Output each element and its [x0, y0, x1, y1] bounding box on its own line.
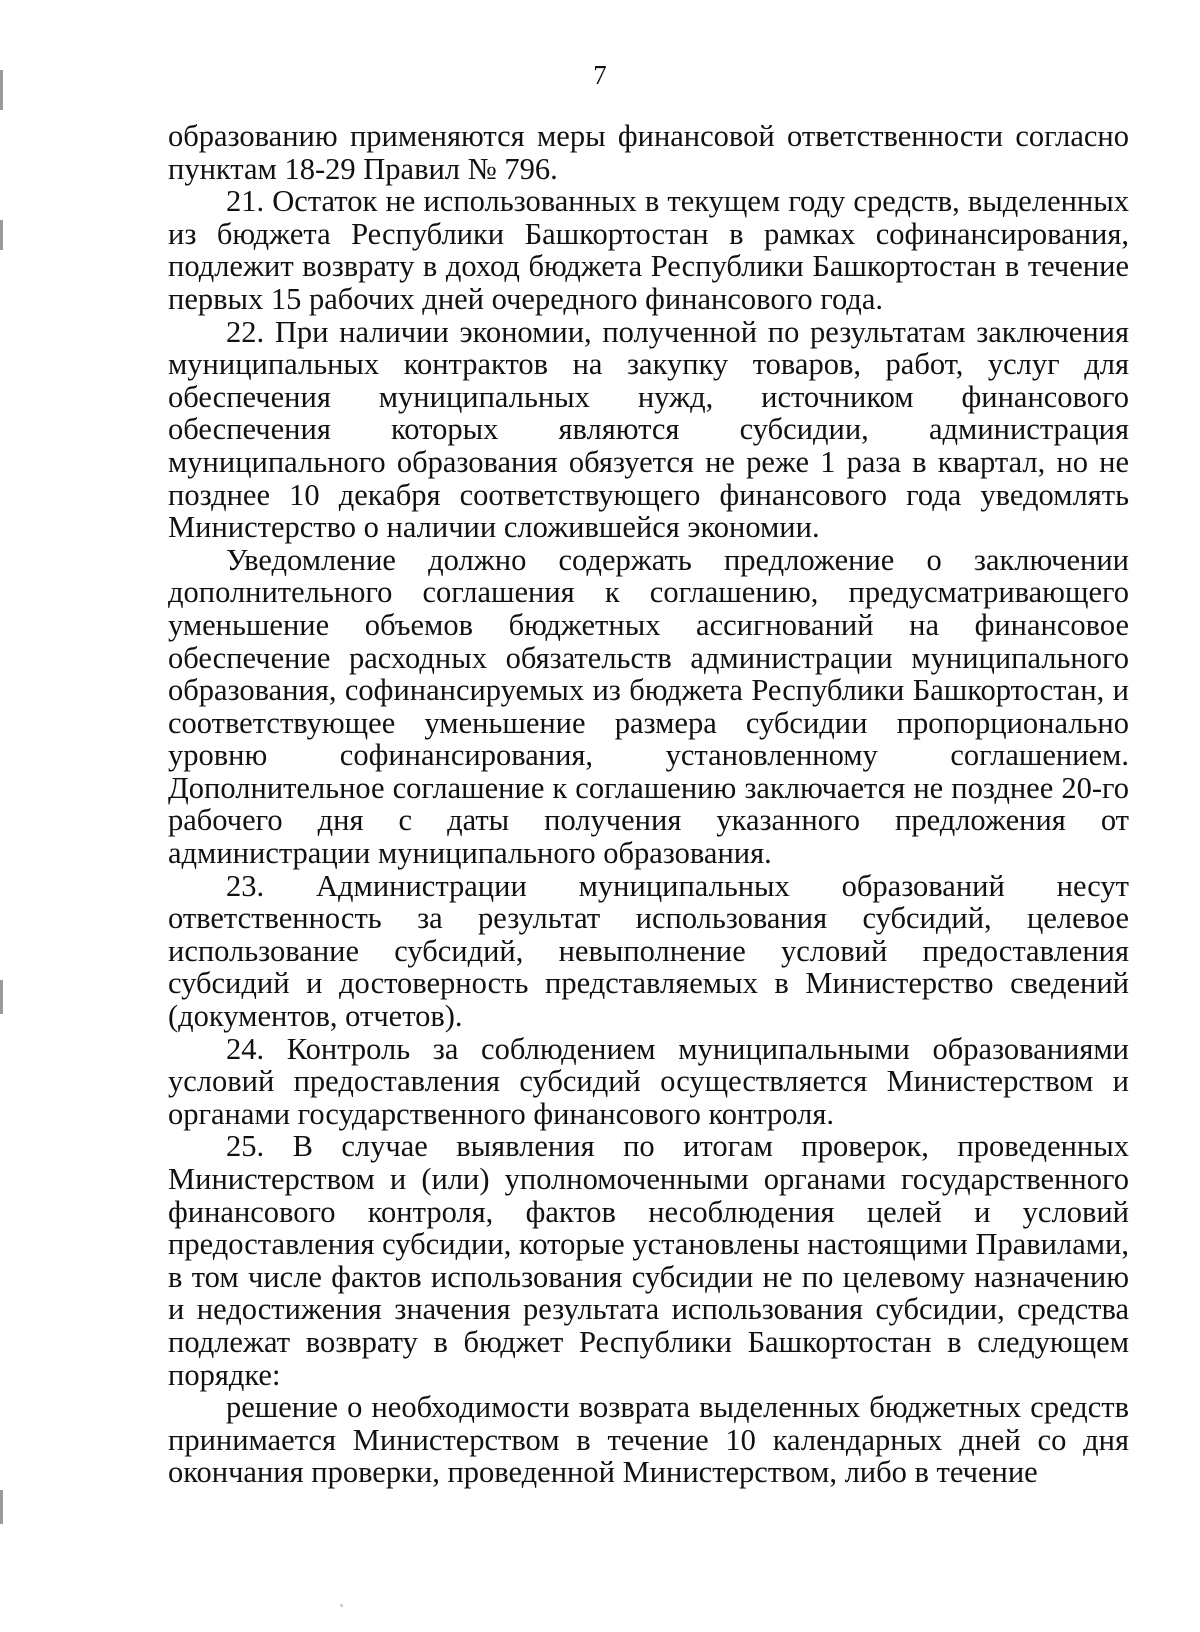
paragraph-continuation: образованию применяются меры финансовой ответственности согласно пунктам 18-29 Правил № 796. [168, 119, 1129, 186]
paragraph-item-24: 24. Контроль за соблюдением муниципальными образованиями условий предоставления субсидий осуществляется Министерством и органами государственного финансового контроля. [168, 1031, 1129, 1131]
paragraph-return-decision: решение о необходимости возврата выделенных бюджетных средств принимается Министерством в течение 10 календарных дней со дня окончания проверки, проведенной Министерством, либо в течение [168, 1390, 1129, 1490]
scan-dot [340, 1604, 343, 1607]
scan-edge-mark [0, 220, 3, 250]
document-body [168, 120, 1129, 1489]
paragraph-notification: Уведомление должно содержать предложение о заключении дополнительного соглашения к соглашению, предусматривающего уменьшение объемов бюджетных ассигнований на финансовое обеспечение расходных обязательств администрации муниципального образования, софинансируемых из бюджета Республики Башкортостан, и соответствующее уменьшение размера субсидии пропорционально уровню софинансирования, установленному соглашением. Дополнительное соглашение к соглашению заключается не позднее 20-го рабочего дня с даты получения указанного предложения от администрации муниципального образования. [168, 542, 1129, 871]
scan-edge-mark [0, 980, 3, 1014]
scan-edge-mark [0, 1490, 3, 1524]
paragraph-item-22: 22. При наличии экономии, полученной по результатам заключения муниципальных контрактов на закупку товаров, работ, услуг для обеспечения муниципальных нужд, источником финансового обеспечения которых являются субсидии, администрация муниципального образования обязуется не реже 1 раза в квартал, но не позднее 10 декабря соответствующего финансового года уведомлять Министерство о наличии сложившейся экономии. [168, 314, 1129, 545]
paragraph-item-21: 21. Остаток не использованных в текущем году средств, выделенных из бюджета Республики Башкортостан в рамках софинансирования, подлежит возврату в доход бюджета Республики Башкортостан в течение первых 15 рабочих дней очередного финансового года. [168, 184, 1129, 316]
page-number: 7 [593, 60, 607, 90]
paragraph-item-23: 23. Администрации муниципальных образований несут ответственность за результат использования субсидий, целевое использование субсидий, невыполнение условий предоставления субсидий и достоверность представляемых в Министерство сведений (документов, отчетов). [168, 868, 1129, 1034]
paragraph-item-25: 25. В случае выявления по итогам проверок, проведенных Министерством и (или) уполномоченными органами государственного финансового контроля, фактов несоблюдения целей и условий предоставления субсидии, которые установлены настоящими Правилами, в том числе фактов использования субсидии не по целевому назначению и недостижения значения результата использования субсидии, средства подлежат возврату в бюджет Республики Башкортостан в следующем порядке: [168, 1129, 1129, 1392]
